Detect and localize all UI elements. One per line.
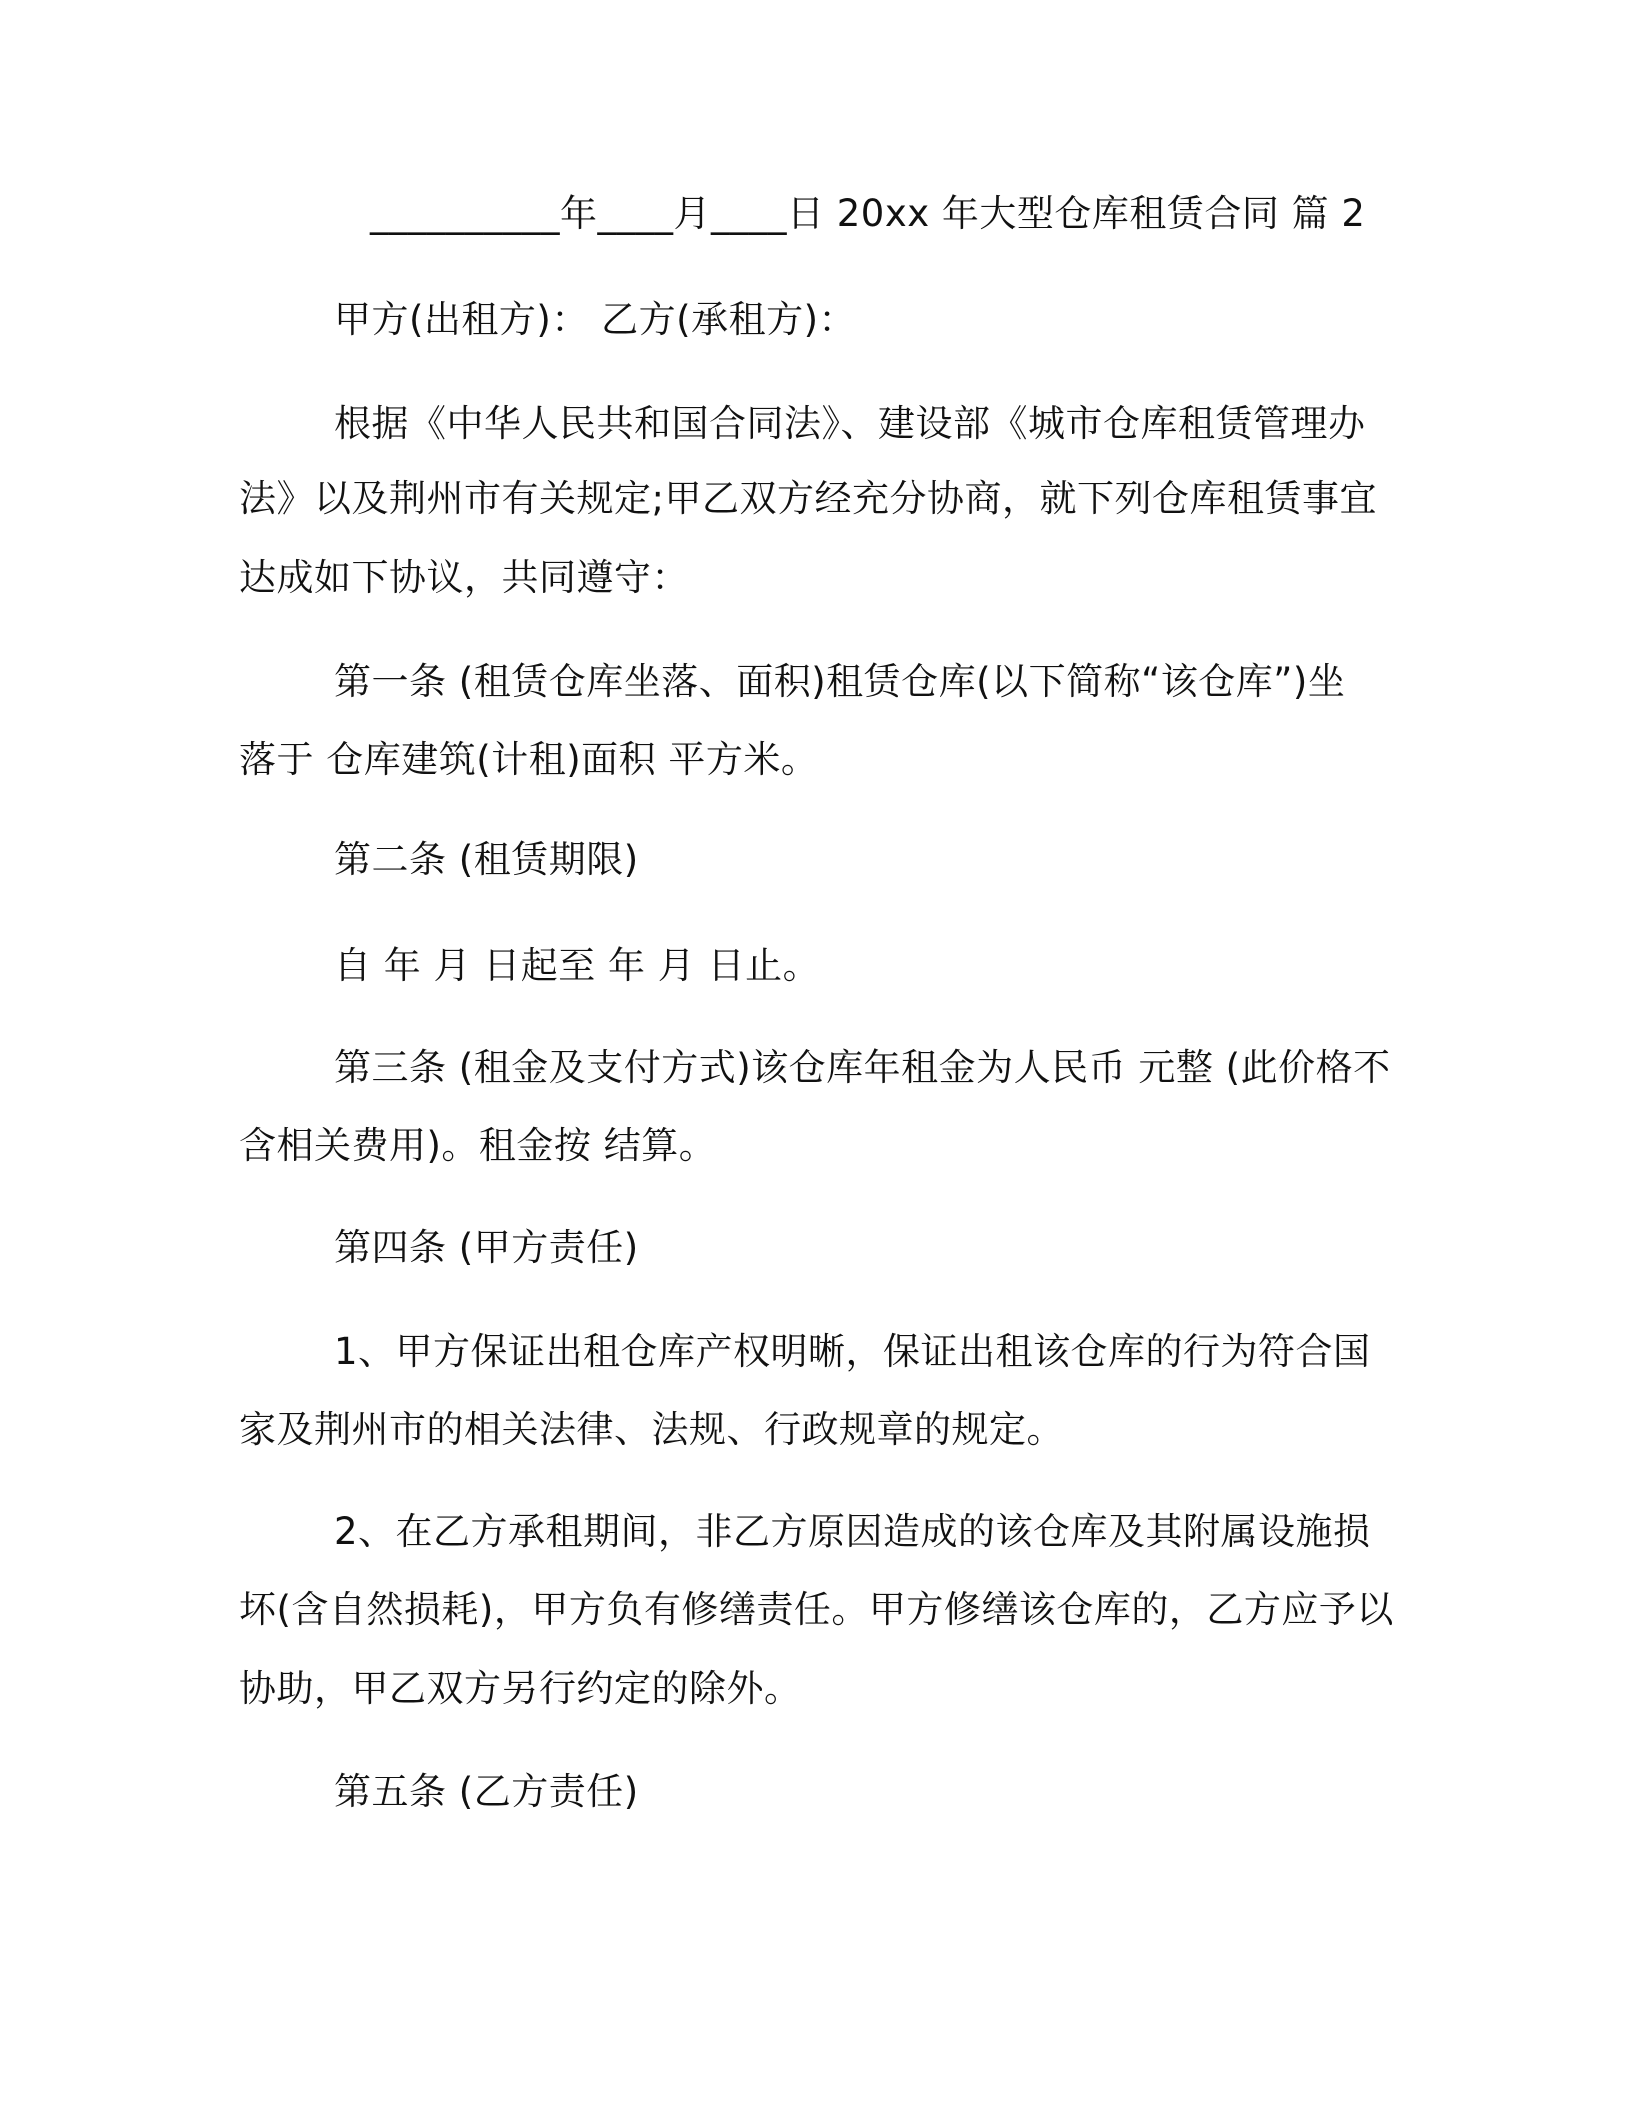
article4-item2-line-2: 坏(含自然损耗)，甲方负有修缮责任。甲方修缮该仓库的，乙方应予以 <box>239 1588 1394 1631</box>
article3-line-1: 第三条 (租金及支付方式)该仓库年租金为人民币 元整 (此价格不 <box>334 1046 1391 1089</box>
article5-heading: 第五条 (乙方责任) <box>334 1770 639 1813</box>
article4-item2-line-1: 2、在乙方承租期间，非乙方原因造成的该仓库及其附属设施损 <box>334 1510 1371 1553</box>
preamble-line-3: 达成如下协议，共同遵守： <box>239 556 689 599</box>
article4-heading: 第四条 (甲方责任) <box>334 1226 639 1269</box>
preamble-line-1: 根据《中华人民共和国合同法》、建设部《城市仓库租赁管理办 <box>334 402 1366 445</box>
article1-line-1: 第一条 (租赁仓库坐落、面积)租赁仓库(以下简称“该仓库”)坐 <box>334 660 1346 703</box>
article4-item1-line-1: 1、甲方保证出租仓库产权明晰，保证出租该仓库的行为符合国 <box>334 1330 1371 1373</box>
article4-item1-line-2: 家及荆州市的相关法律、法规、行政规章的规定。 <box>239 1408 1064 1451</box>
article1-line-2: 落于 仓库建筑(计租)面积 平方米。 <box>239 738 819 781</box>
article3-line-2: 含相关费用)。租金按 结算。 <box>239 1124 717 1167</box>
article2-heading: 第二条 (租赁期限) <box>334 838 639 881</box>
preamble-line-2: 法》以及荆州市有关规定;甲乙双方经充分协商，就下列仓库租赁事宜 <box>239 477 1377 520</box>
article2-body: 自 年 月 日起至 年 月 日止。 <box>334 944 821 987</box>
document-title: __________年____月____日 20xx 年大型仓库租赁合同 篇 2 <box>370 192 1366 235</box>
parties-line: 甲方(出租方)： 乙方(承租方)： <box>334 298 857 341</box>
article4-item2-line-3: 协助，甲乙双方另行约定的除外。 <box>239 1667 802 1710</box>
